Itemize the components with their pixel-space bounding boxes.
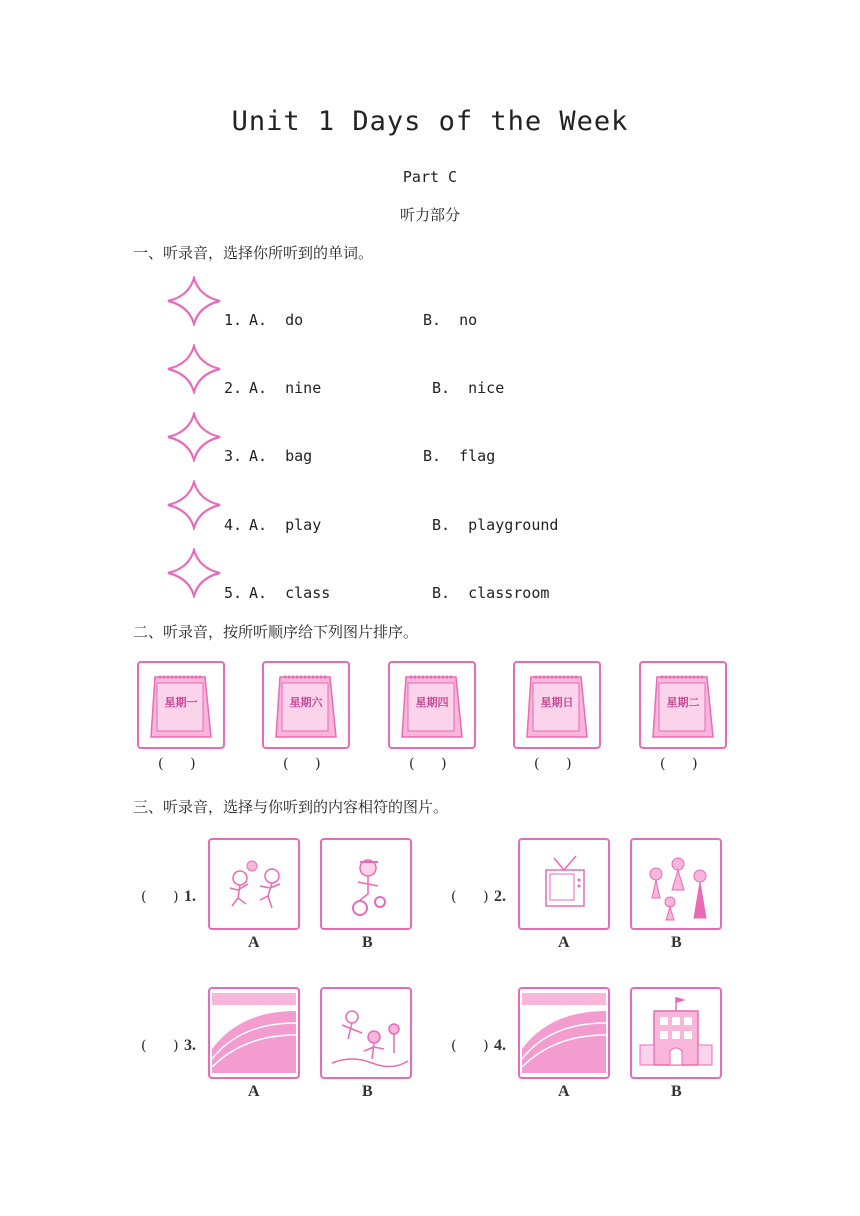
option-b: B. flag (423, 447, 496, 465)
option-a: A. do (249, 311, 304, 329)
question-number: 2. (494, 888, 506, 905)
kid-riding-bike-icon (322, 840, 410, 928)
part-label: Part C (402, 168, 458, 186)
page-title: Unit 1 Days of the Week (231, 106, 629, 137)
option-a: A. nine (249, 379, 322, 397)
option-a: A. play (249, 516, 322, 534)
answer-blank: ( ) (409, 756, 447, 772)
kids-playing-football-icon (210, 840, 298, 928)
option-b: B. no (423, 311, 478, 329)
children-playing-icon (322, 989, 410, 1077)
option-label-a: A (558, 934, 570, 951)
section3-heading: 三、听录音，选择与你听到的内容相符的图片。 (133, 798, 449, 816)
section-subtitle: 听力部分 (399, 206, 460, 224)
option-a: A. class (249, 584, 331, 602)
playground-track-icon (520, 989, 608, 1077)
answer-blank: ( ) (141, 889, 179, 905)
picture-option-b[interactable] (630, 838, 722, 930)
item-number: 2. (224, 379, 243, 397)
school-building-icon (632, 989, 720, 1077)
option-label-a: A (248, 934, 260, 951)
option-b: B. nice (432, 379, 505, 397)
calendar-label: 星期二 (666, 696, 700, 709)
option-b: B. classroom (432, 584, 550, 602)
answer-blank: ( ) (141, 1038, 179, 1054)
calendar-label: 星期日 (540, 696, 574, 709)
section1-heading: 一、听录音，选择你所听到的单词。 (133, 244, 374, 262)
item-number: 1. (224, 311, 243, 329)
calendar-label: 星期四 (415, 696, 449, 709)
option-label-b: B (671, 1083, 682, 1100)
option-b: B. playground (432, 516, 559, 534)
answer-blank: ( ) (660, 756, 698, 772)
section2-heading: 二、听录音，按所听顺序给下列图片排序。 (133, 623, 419, 641)
answer-blank: ( ) (534, 756, 572, 772)
calendar-label: 星期一 (164, 696, 198, 709)
playground-track-icon (210, 989, 298, 1077)
item-number: 4. (224, 516, 243, 534)
option-label-b: B (671, 934, 682, 951)
picture-option-a[interactable] (208, 987, 300, 1079)
star-icon (166, 480, 222, 530)
children-dancing-icon (632, 840, 720, 928)
picture-option-a[interactable] (518, 838, 610, 930)
item-number: 5. (224, 584, 243, 602)
television-icon (520, 840, 608, 928)
answer-blank: ( ) (451, 1038, 489, 1054)
answer-blank: ( ) (158, 756, 196, 772)
star-icon (166, 412, 222, 462)
star-icon (166, 548, 222, 598)
picture-option-b[interactable] (320, 838, 412, 930)
question-number: 1. (184, 888, 196, 905)
item-number: 3. (224, 447, 243, 465)
option-label-b: B (362, 934, 373, 951)
question-number: 3. (184, 1037, 196, 1054)
option-label-a: A (558, 1083, 570, 1100)
answer-blank: ( ) (283, 756, 321, 772)
picture-option-b[interactable] (630, 987, 722, 1079)
option-label-a: A (248, 1083, 260, 1100)
question-number: 4. (494, 1037, 506, 1054)
answer-blank: ( ) (451, 889, 489, 905)
star-icon (166, 276, 222, 326)
calendar-label: 星期六 (289, 696, 323, 709)
option-label-b: B (362, 1083, 373, 1100)
picture-option-a[interactable] (208, 838, 300, 930)
star-icon (166, 344, 222, 394)
picture-option-a[interactable] (518, 987, 610, 1079)
option-a: A. bag (249, 447, 313, 465)
picture-option-b[interactable] (320, 987, 412, 1079)
